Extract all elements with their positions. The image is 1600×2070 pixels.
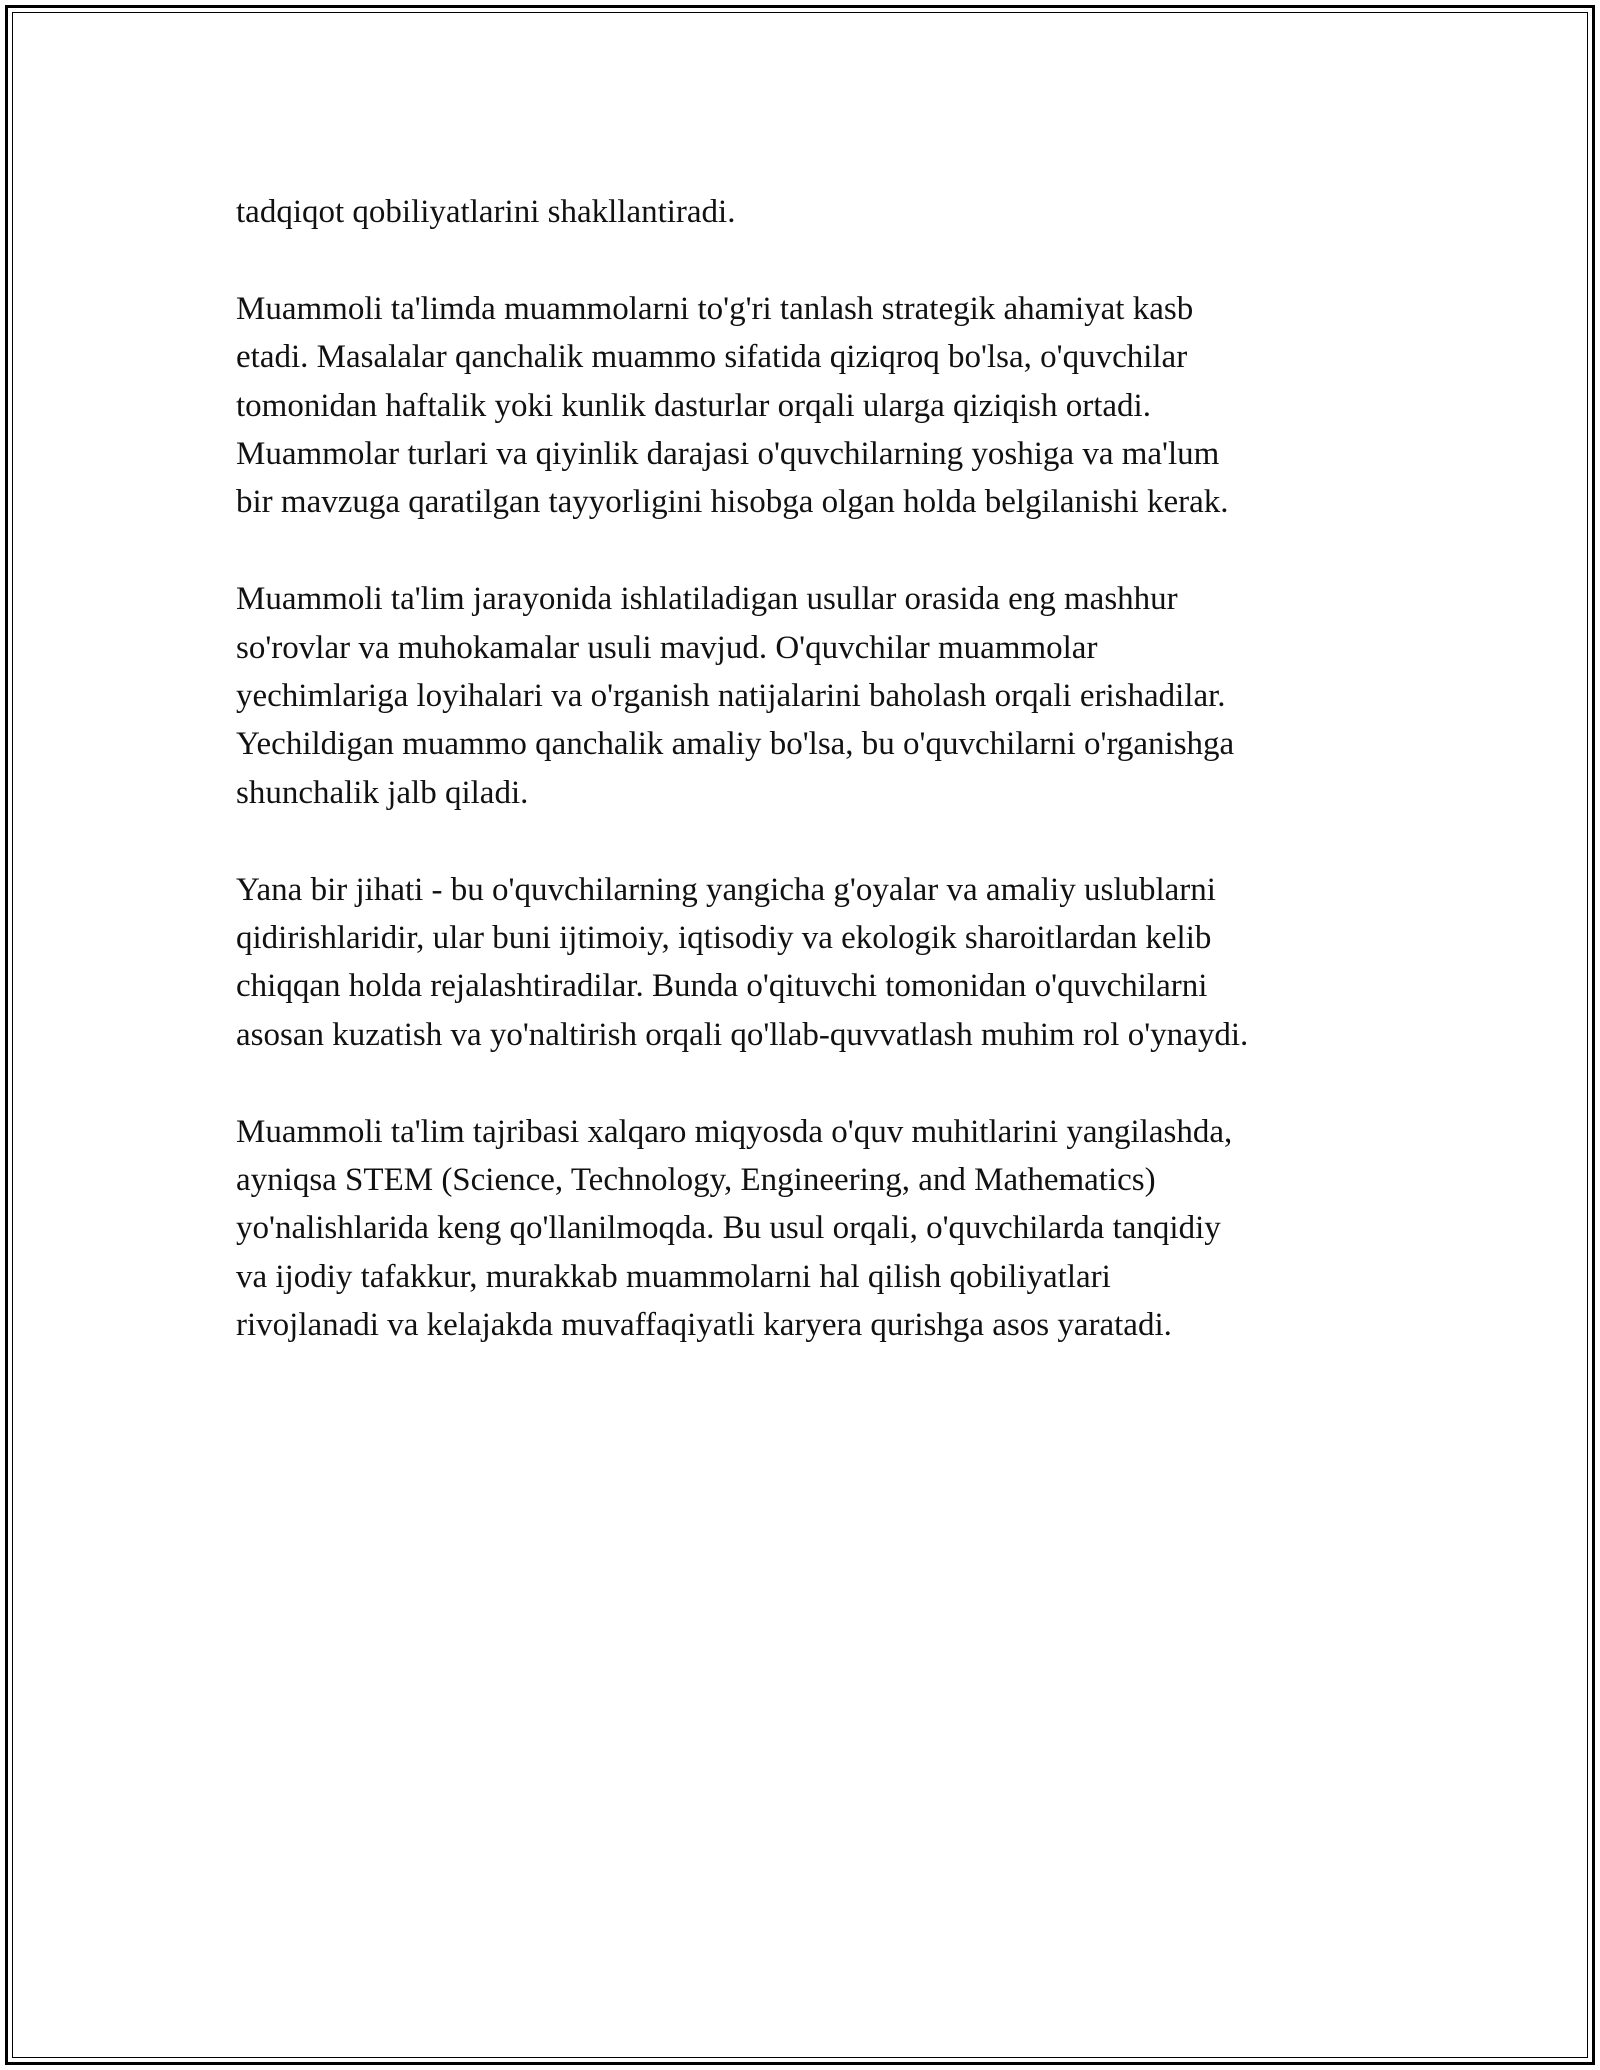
- paragraph-3: Muammoli ta'lim jarayonida ishlatiladigan usullar orasida eng mashhur so'rovlar va muhokamalar usuli mavjud. O'quvchilar muammolar yechimlariga loyihalari va o'rganish natijalarini baholash orqali erishadilar. Yechildigan muammo qanchalik amaliy bo'lsa, bu o'quvchilarni o'rganishga shunchalik jalb qiladi.: [236, 581, 1235, 811]
- paragraph-5: Muammoli ta'lim tajribasi xalqaro miqyosda o'quv muhitlarini yangilashda, ayniqsa STEM (Science, Technology, Engineering, and Mathematics) yo'nalishlarida keng qo'llanilmoqda. Bu usul orqali, o'quvchilarda tanqidiy va ijodiy tafakkur, murakkab muammolarni hal qilish qobiliyatlari rivojlanadi va kelajakda muvaffaqiyatli karyera qurishga asos yaratadi.: [236, 1113, 1233, 1344]
- document-body: [236, 188, 1376, 1350]
- paragraph-4: Yana bir jihati - bu o'quvchilarning yangicha g'oyalar va amaliy uslublarni qidirishlaridir, ular buni ijtimoiy, iqtisodiy va ekologik sharoitlardan kelib chiqqan holda rejalashtiradilar. Bunda o'qituvchi tomonidan o'quvchilarni asosan kuzatish va yo'naltirish orqali qo'llab-quvvatlash muhim rol o'ynaydi.: [236, 871, 1249, 1053]
- paragraph-1: tadqiqot qobiliyatlarini shakllantiradi.: [236, 194, 736, 230]
- paragraph-2: Muammoli ta'limda muammolarni to'g'ri tanlash strategik ahamiyat kasb etadi. Masalalar qanchalik muammo sifatida qiziqroq bo'lsa, o'quvchilar tomonidan haftalik yoki kunlik dasturlar orqali ularga qiziqish ortadi. Muammolar turlari va qiyinlik darajasi o'quvchilarning yoshiga va ma'lum bir mavzuga qaratilgan tayyorligini hisobga olgan holda belgilanishi kerak.: [236, 290, 1229, 521]
